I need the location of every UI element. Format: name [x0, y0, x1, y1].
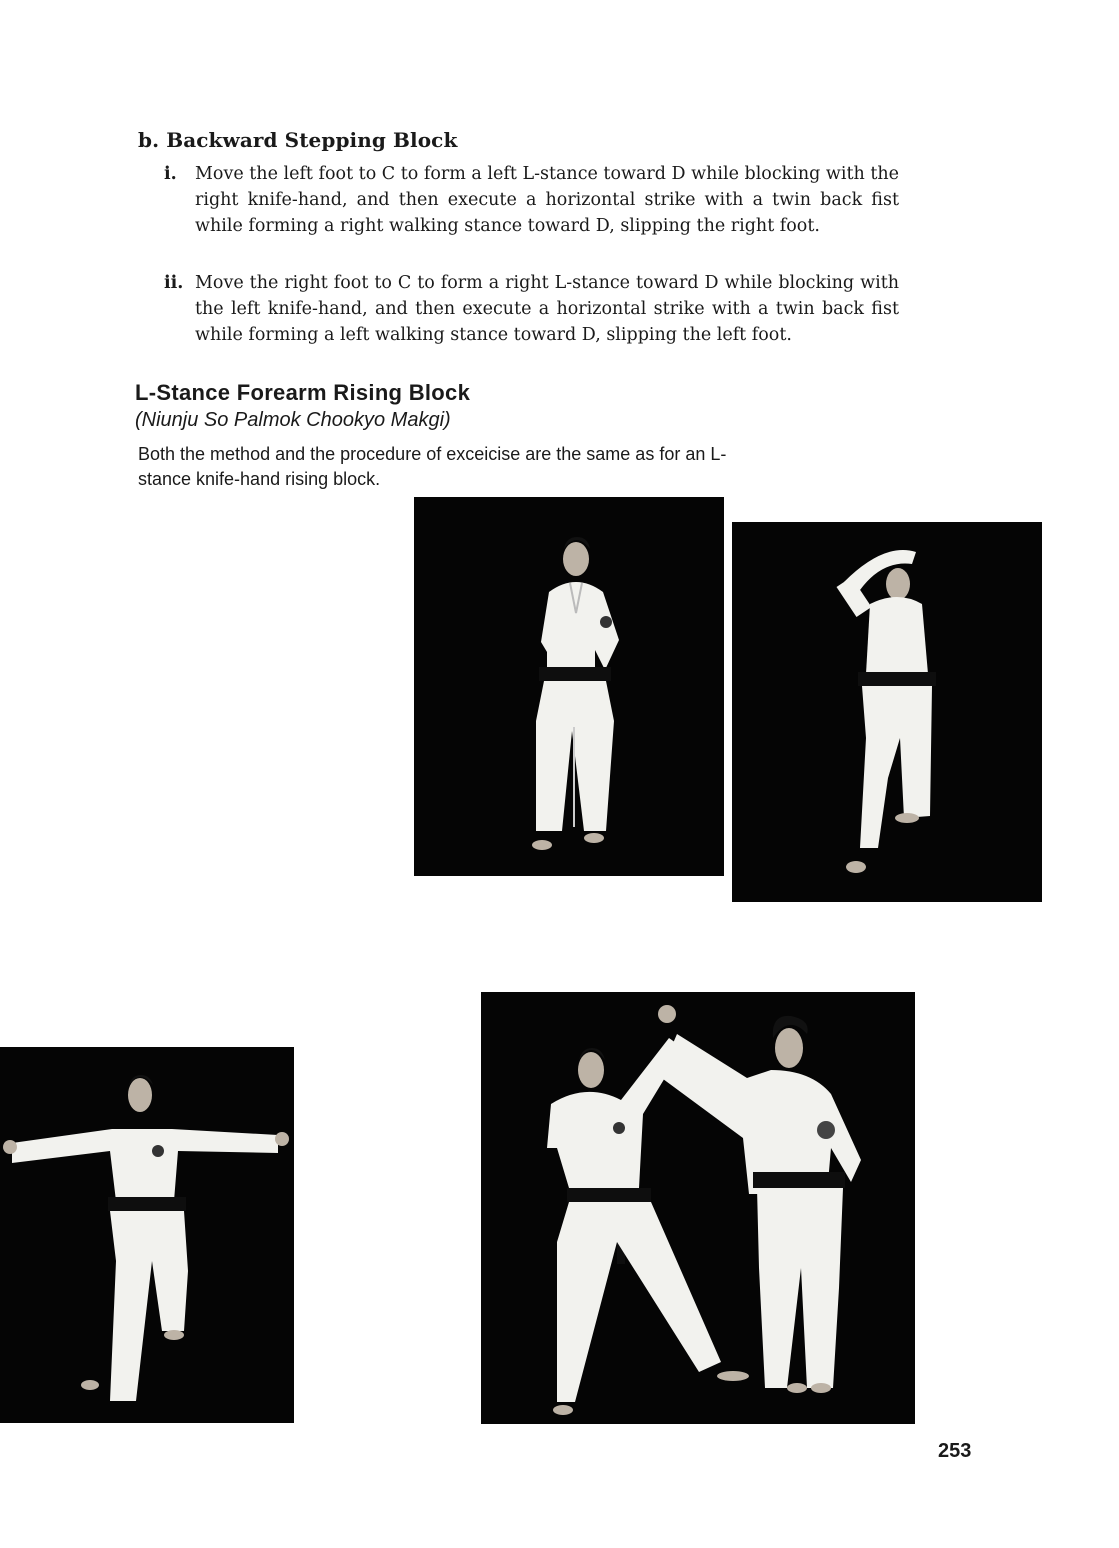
- technique-subtitle: (Niunju So Palmok Chookyo Makgi): [135, 409, 451, 431]
- step-marker: ii.: [164, 273, 184, 293]
- photo-rising-block: [732, 522, 1042, 902]
- photo-arms-outstretched: [0, 1047, 294, 1423]
- technique-description: Both the method and the procedure of exceicise are the same as for an L-stance knife-hand rising block.: [138, 444, 727, 489]
- photo-ready-stance: [414, 497, 724, 876]
- page-number: 253: [938, 1440, 972, 1462]
- section-heading: b. Backward Stepping Block: [138, 128, 458, 152]
- step-text: Move the right foot to C to form a right L-stance toward D while blocking with the left knife-hand, and then execute a horizontal strike with a twin back fist while forming a left walking stance toward D, slipping the left foot.: [195, 273, 899, 345]
- technique-title: L-Stance Forearm Rising Block: [135, 380, 471, 405]
- figure-illustration: [732, 522, 1042, 902]
- step-text: Move the left foot to C to form a left L-stance toward D while blocking with the right knife-hand, and then execute a horizontal strike with a twin back fist while forming a right walking stance toward D, slipping the right foot.: [195, 164, 899, 236]
- photo-partner-demonstration: [481, 992, 915, 1424]
- figure-illustration: [414, 497, 724, 876]
- step-marker: i.: [164, 164, 177, 184]
- figure-illustration: [481, 992, 915, 1424]
- step-item: [164, 270, 899, 348]
- step-item: [164, 161, 899, 239]
- figure-illustration: [0, 1047, 294, 1423]
